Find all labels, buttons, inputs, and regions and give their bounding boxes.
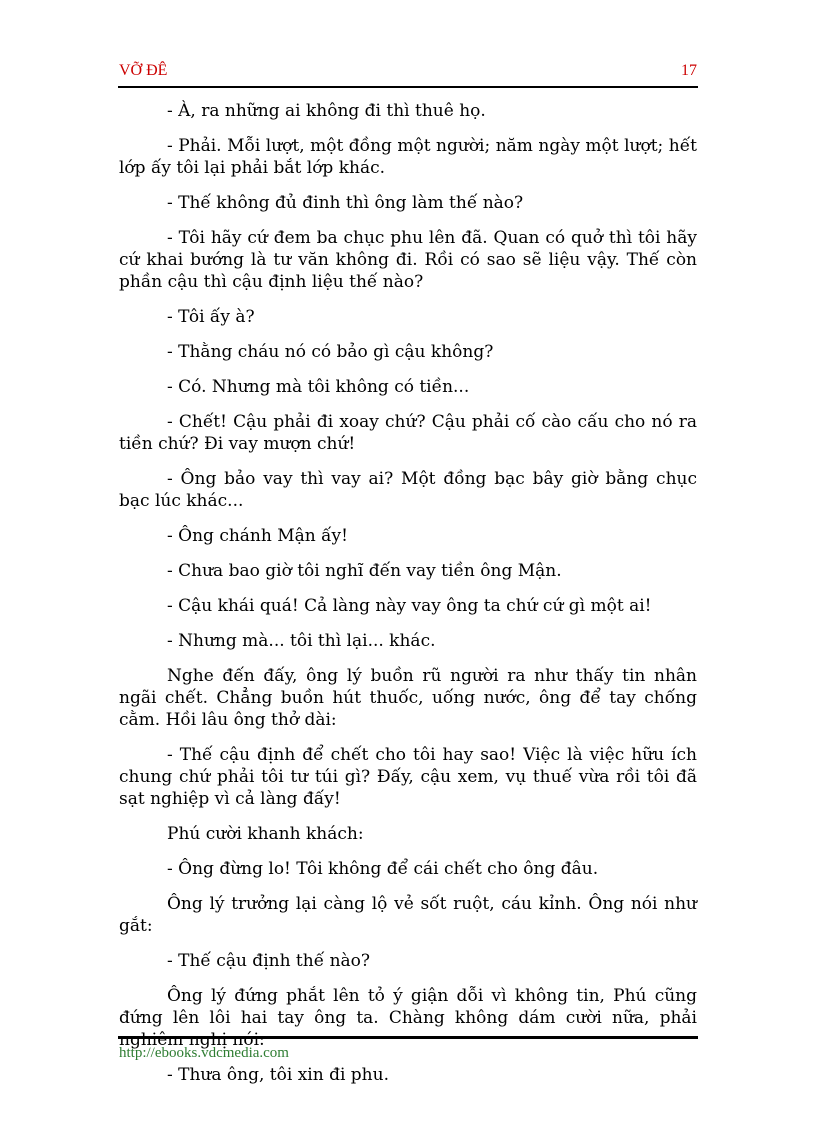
paragraph: - Ông chánh Mận ấy!	[167, 526, 348, 546]
paragraph: - Chết! Cậu phải đi xoay chứ? Cậu phải cố cào cấu cho nó ra tiền chứ? Đi vay mượn chứ!	[119, 412, 697, 454]
paragraph: - Ông bảo vay thì vay ai? Một đồng bạc bây giờ bằng chục bạc lúc khác...	[119, 469, 697, 511]
page-header	[119, 62, 697, 84]
paragraph: - Phải. Mỗi lượt, một đồng một người; năm ngày một lượt; hết lớp ấy tôi lại phải bắt lớp khác.	[119, 136, 697, 178]
paragraph: - Có. Nhưng mà tôi không có tiền...	[167, 377, 470, 397]
footer-url[interactable]: http://ebooks.vdcmedia.com	[119, 1045, 289, 1061]
paragraph: - Thế cậu định để chết cho tôi hay sao! Việc là việc hữu ích chung chứ phải tôi tư túi gì? Đấy, cậu xem, vụ thuế vừa rồi tôi đã sạt nghiệp vì cả làng đấy!	[119, 745, 697, 809]
paragraph: Ông lý đứng phắt lên tỏ ý giận dỗi vì không tin, Phú cũng đứng lên lôi hai tay ông ta. Chàng không dám cười nữa, phải nghiêm nghị nói:	[119, 986, 697, 1050]
page-body	[119, 100, 697, 1099]
paragraph: - Thằng cháu nó có bảo gì cậu không?	[167, 342, 494, 362]
paragraph: Nghe đến đấy, ông lý buồn rũ người ra như thấy tin nhân ngãi chết. Chẳng buồn hút thuốc, uống nước, ông để tay chống cằm. Hồi lâu ông thở dài:	[119, 666, 697, 730]
paragraph: - Chưa bao giờ tôi nghĩ đến vay tiền ông Mận.	[167, 561, 562, 581]
paragraph: - Cậu khái quá! Cả làng này vay ông ta chứ cứ gì một ai!	[167, 596, 652, 616]
paragraph: - Thưa ông, tôi xin đi phu.	[167, 1065, 389, 1085]
paragraph: - Thế cậu định thế nào?	[167, 951, 371, 971]
paragraph: - Tôi hãy cứ đem ba chục phu lên đã. Quan có quở thì tôi hãy cứ khai bướng là tư văn không đi. Rồi có sao sẽ liệu vậy. Thế còn phần cậu thì cậu định liệu thế nào?	[119, 228, 697, 292]
paragraph: - Thế không đủ đinh thì ông làm thế nào?	[167, 193, 524, 213]
page-number: 17	[681, 62, 697, 79]
paragraph: - À, ra những ai không đi thì thuê họ.	[167, 101, 486, 121]
paragraph: Ông lý trưởng lại càng lộ vẻ sốt ruột, cáu kỉnh. Ông nói như gắt:	[119, 894, 697, 936]
footer-divider	[118, 1036, 698, 1039]
paragraph: Phú cười khanh khách:	[167, 824, 364, 844]
paragraph: - Nhưng mà... tôi thì lại... khác.	[167, 631, 436, 651]
paragraph: - Tôi ấy à?	[167, 307, 255, 327]
paragraph: - Ông đừng lo! Tôi không để cái chết cho ông đâu.	[167, 859, 599, 879]
book-title: VỠ ĐÊ	[119, 62, 168, 79]
header-divider	[118, 86, 698, 88]
